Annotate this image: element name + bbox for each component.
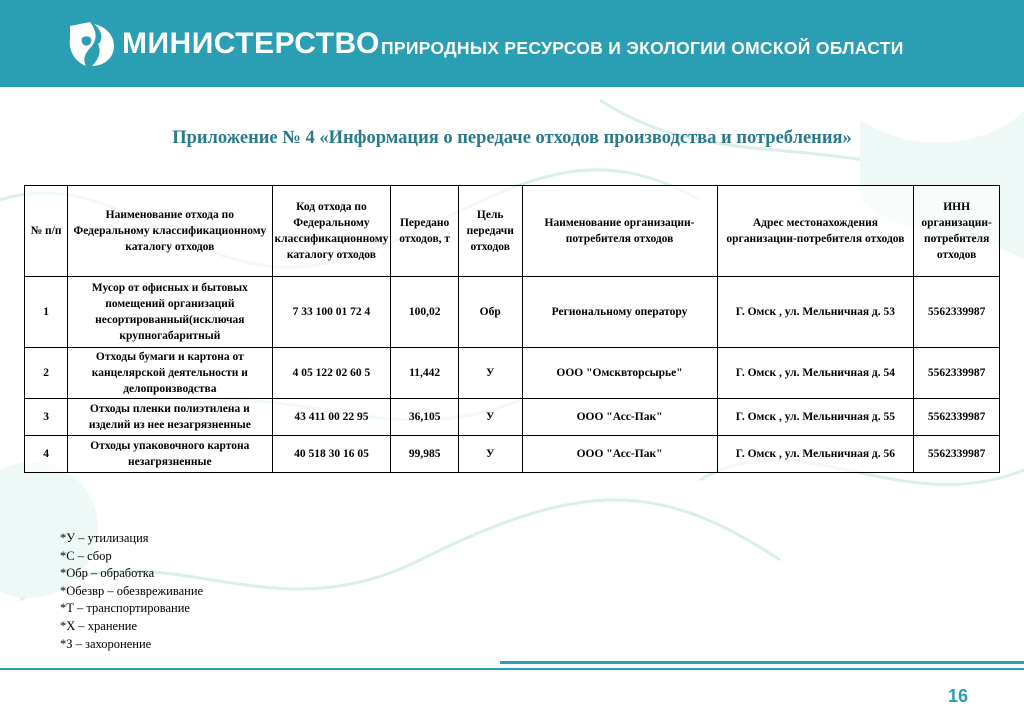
header-title-sub: ПРИРОДНЫХ РЕСУРСОВ И ЭКОЛОГИИ ОМСКОЙ ОБЛАСТИ <box>381 38 904 58</box>
page-number: 16 <box>948 686 969 706</box>
cell-purpose: У <box>458 348 522 399</box>
cell-waste-name: Отходы бумаги и картона от канцелярской деятельности и делопроизводства <box>68 348 272 399</box>
cell-organization: ООО "Омсквторсырье" <box>522 348 717 399</box>
header-banner <box>0 0 1024 87</box>
cell-waste-code: 43 411 00 22 95 <box>272 399 391 436</box>
cell-address: Г. Омск , ул. Мельничная д. 56 <box>717 436 914 473</box>
cell-number: 4 <box>25 436 68 473</box>
cell-organization: Региональному оператору <box>522 277 717 348</box>
waste-transfer-table <box>24 185 1000 473</box>
cell-inn: 5562339987 <box>914 348 1000 399</box>
cell-inn: 5562339987 <box>914 436 1000 473</box>
cell-waste-name: Отходы упаковочного картона незагрязненные <box>68 436 272 473</box>
cell-address: Г. Омск , ул. Мельничная д. 55 <box>717 399 914 436</box>
header-cell-purpose: Цель передачи отходов <box>458 186 522 277</box>
cell-inn: 5562339987 <box>914 399 1000 436</box>
legend-item: *Т – транспортирование <box>60 601 190 616</box>
cell-inn: 5562339987 <box>914 277 1000 348</box>
cell-number: 3 <box>25 399 68 436</box>
footer-band <box>0 661 1024 725</box>
cell-waste-code: 7 33 100 01 72 4 <box>272 277 391 348</box>
header-cell-waste-name: Наименование отхода по Федеральному классификационному каталогу отходов <box>68 186 272 277</box>
header-cell-inn: ИНН организации-потребителя отходов <box>914 186 1000 277</box>
cell-waste-code: 4 05 122 02 60 5 <box>272 348 391 399</box>
table-row <box>25 348 1000 399</box>
table-row <box>25 399 1000 436</box>
header-cell-organization: Наименование организации-потребителя отходов <box>522 186 717 277</box>
page-title: Приложение № 4 «Информация о передаче отходов производства и потребления» <box>172 128 852 148</box>
table-header-row <box>25 186 1000 277</box>
legend-item: *З – захоронение <box>60 636 152 651</box>
legend-item: *Обр – обработка <box>60 566 155 581</box>
header-cell-waste-code: Код отхода по Федеральному классификационному каталогу отходов <box>272 186 391 277</box>
cell-number: 2 <box>25 348 68 399</box>
legend-item: *Х – хранение <box>60 618 137 633</box>
cell-organization: ООО "Асс-Пак" <box>522 436 717 473</box>
cell-waste-code: 40 518 30 16 05 <box>272 436 391 473</box>
cell-waste-name: Отходы пленки полиэтилена и изделий из нее незагрязненные <box>68 399 272 436</box>
cell-transferred: 36,105 <box>391 399 459 436</box>
ministry-emblem-icon <box>64 16 120 72</box>
cell-purpose: У <box>458 399 522 436</box>
cell-number: 1 <box>25 277 68 348</box>
header-cell-number: № п/п <box>25 186 68 277</box>
cell-transferred: 11,442 <box>391 348 459 399</box>
cell-organization: ООО "Асс-Пак" <box>522 399 717 436</box>
table-row <box>25 277 1000 348</box>
footer-divider-top <box>500 661 1024 664</box>
header-cell-transferred: Передано отходов, т <box>391 186 459 277</box>
cell-address: Г. Омск , ул. Мельничная д. 54 <box>717 348 914 399</box>
cell-address: Г. Омск , ул. Мельничная д. 53 <box>717 277 914 348</box>
cell-waste-name: Мусор от офисных и бытовых помещений организаций несортированный(исключая крупногабаритный <box>68 277 272 348</box>
legend-item: *С – сбор <box>60 548 112 563</box>
cell-purpose: Обр <box>458 277 522 348</box>
header-cell-address: Адрес местонахождения организации-потребителя отходов <box>717 186 914 277</box>
legend-item: *Обезвр – обезвреживание <box>60 583 204 598</box>
legend-list <box>60 530 203 653</box>
header-title-main: МИНИСТЕРСТВО <box>122 27 380 60</box>
table-row <box>25 436 1000 473</box>
cell-transferred: 99,985 <box>391 436 459 473</box>
footer-divider <box>0 668 1024 670</box>
legend-item: *У – утилизация <box>60 531 149 545</box>
cell-purpose: У <box>458 436 522 473</box>
cell-transferred: 100,02 <box>391 277 459 348</box>
